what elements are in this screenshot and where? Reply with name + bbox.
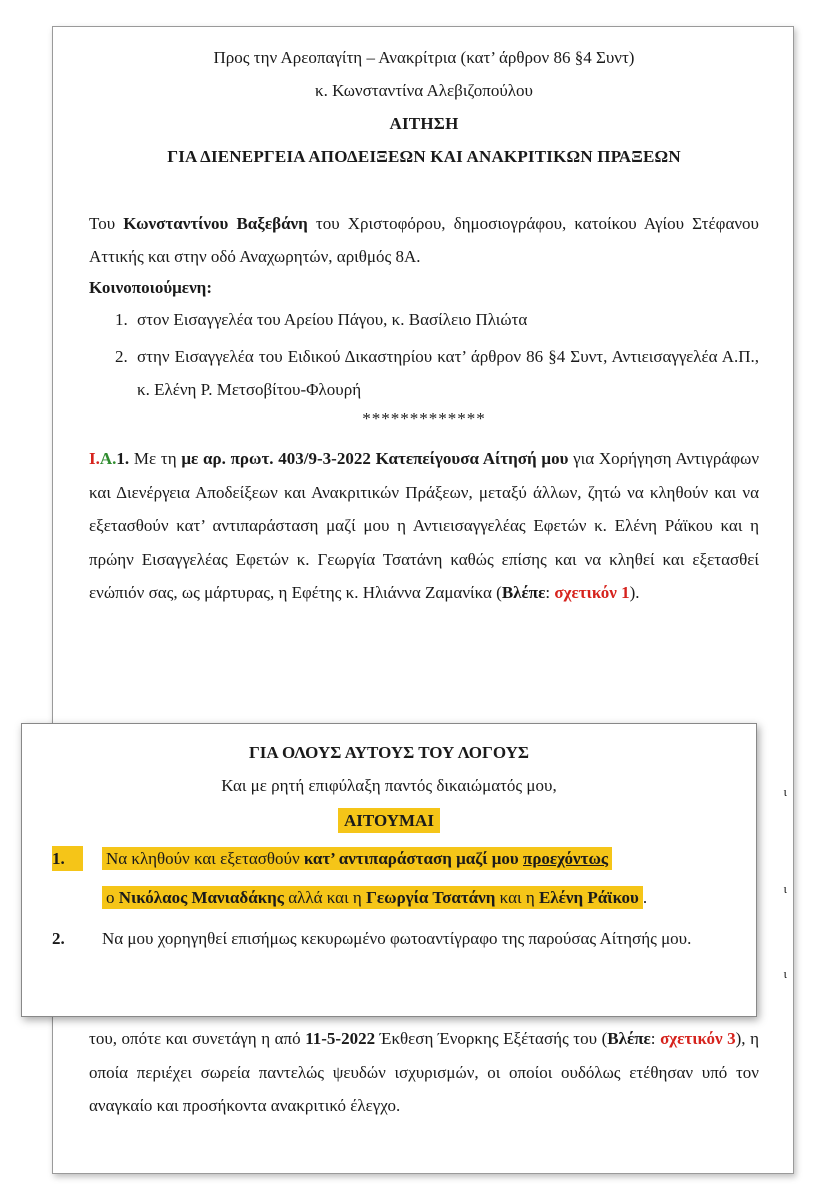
edge-glyph: ι <box>783 881 787 896</box>
section-end: ). <box>629 583 640 602</box>
section-text: του, οπότε και συνετάγη η από <box>89 1029 306 1048</box>
list-item-text: στην Εισαγγελέα του Ειδικού Δικαστηρίου κατ’ άρθρον 86 §4 Συντ, Αντιεισαγγελέα Α.Π., κ. Ελένη Ρ. Μετσοβίτου-Φλουρή <box>137 347 759 399</box>
section-text: Έκθεση Ένορκης Εξέτασής του ( <box>375 1029 608 1048</box>
list-item-number: 1. <box>115 310 128 329</box>
highlighted-request <box>102 886 643 909</box>
see-label: Βλέπε <box>607 1029 651 1048</box>
colon: : <box>650 1029 661 1048</box>
excerpt-subheading: Και με ρητή επιφύλαξη παντός δικαιώματός μου, <box>221 776 557 795</box>
applicant-details: του Χριστοφόρου, δημοσιογράφου, κατοίκου Αγίου Στέφανου Αττικής και στην οδό Αναχωρητών, αριθμός 8Α. <box>89 214 759 266</box>
request-text: Να μου χορηγηθεί επισήμως κεκυρωμένο φωτοαντίγραφο της παρούσας Αίτησής μου. <box>102 929 692 948</box>
list-item-text: στον Εισαγγελέα του Αρείου Πάγου, κ. Βασίλειο Πλιώτα <box>137 310 528 329</box>
section-text: για Χορήγηση Αντιγράφων και Διενέργεια Αποδείξεων και Ανακριτικών Πράξεων, μεταξύ άλλων, ζητώ να κληθούν και να εξετασθούν κατ’ αντιπαράσταση μαζί μου η Αντιεισαγγελέας Εφετών κ. Ελένη Ράϊκου και η πρώην Εισαγγελέας Εφετών κ. Γεωργία Τσατάνη καθώς επίσης και να κληθεί και εξετασθεί ενώπιόν σας, ως μάρτυρας, η Εφέτης κ. Ηλιάννα Ζαμανίκα ( <box>89 449 760 602</box>
edge-glyph: ι <box>783 784 787 799</box>
document-content <box>89 41 759 610</box>
bottom-paragraph-text <box>89 1022 759 1123</box>
addressee-line: Προς την Αρεοπαγίτη – Ανακρίτρια (κατ’ άρθρον 86 §4 Συντ) <box>213 48 635 67</box>
request-item-2 <box>52 921 726 957</box>
applicant-paragraph <box>89 207 759 273</box>
request-number <box>52 841 83 877</box>
list-item-number: 2. <box>115 347 128 366</box>
applicant-prefix: Του <box>89 214 124 233</box>
addressee-name: κ. Κωνσταντίνα Αλεβιζοπούλου <box>315 81 533 100</box>
bottom-paragraph <box>89 1022 759 1123</box>
applicant-name: Κωνσταντίνου Βαξεβάνη <box>123 214 308 233</box>
request-underlined: προεχόντως <box>523 849 609 868</box>
request-word <box>52 804 726 837</box>
colon: : <box>545 583 555 602</box>
request-text: και η <box>495 888 539 907</box>
document-title: ΑΙΤΗΣΗ <box>389 114 459 133</box>
section-text: Με τη <box>129 449 182 468</box>
document-subtitle: ΓΙΑ ΔΙΕΝΕΡΓΕΙΑ ΑΠΟΔΕΙΞΕΩΝ ΚΑΙ ΑΝΑΚΡΙΤΙΚΩΝ ΠΡΑΞΕΩΝ <box>167 147 681 166</box>
request-end: . <box>642 888 648 907</box>
person-name: Νικόλαος Μανιαδάκης <box>118 888 284 907</box>
person-name: Γεωργία Τσατάνη <box>366 888 496 907</box>
attachment-reference: σχετικόν 1 <box>554 583 630 602</box>
person-name: Ελένη Ράϊκου <box>538 888 639 907</box>
request-text: αλλά και η <box>283 888 367 907</box>
list-item <box>89 340 759 406</box>
request-text: ο <box>106 888 119 907</box>
excerpt-overlay <box>21 723 757 1017</box>
excerpt-content <box>52 736 726 957</box>
request-number: 2. <box>52 929 65 948</box>
section-mark-number: 1. <box>116 449 130 468</box>
list-item <box>89 303 759 336</box>
section-mark-letter: Α. <box>99 449 117 468</box>
request-word-text: ΑΙΤΟΥΜΑΙ <box>338 808 440 833</box>
section-1-paragraph <box>89 442 759 610</box>
section-text: ), η οποία περιέχει σωρεία παντελώς ψευδών ισχυρισμών, οι οποίοι ουδόλως ετέθησαν υπό τον αναγκαίο και προσήκοντα ανακριτικό έλεγχο. <box>89 1029 759 1115</box>
separator-stars: ************* <box>362 409 486 428</box>
highlighted-request <box>102 847 612 870</box>
request-bold: κατ’ αντιπαράσταση μαζί μου <box>303 849 519 868</box>
attachment-reference: σχετικόν 3 <box>660 1029 736 1048</box>
notified-label-text: Κοινοποιούμενη: <box>89 278 212 297</box>
section-mark-roman: Ι. <box>89 449 100 468</box>
notified-label <box>89 273 759 303</box>
request-number-text: 1. <box>52 846 83 871</box>
date-bold: 11-5-2022 <box>305 1029 376 1048</box>
section-bold-ref: με αρ. πρωτ. 403/9-3-2022 Κατεπείγουσα Αίτησή μου <box>181 449 569 468</box>
request-text: Να κληθούν και εξετασθούν <box>106 849 304 868</box>
see-label: Βλέπε <box>501 583 546 602</box>
edge-glyph: ι <box>783 966 787 981</box>
excerpt-heading: ΓΙΑ ΟΛΟΥΣ ΑΥΤΟΥΣ ΤΟΥ ΛΟΓΟΥΣ <box>248 743 530 762</box>
notified-list <box>89 303 759 406</box>
request-item-1 <box>52 841 726 919</box>
